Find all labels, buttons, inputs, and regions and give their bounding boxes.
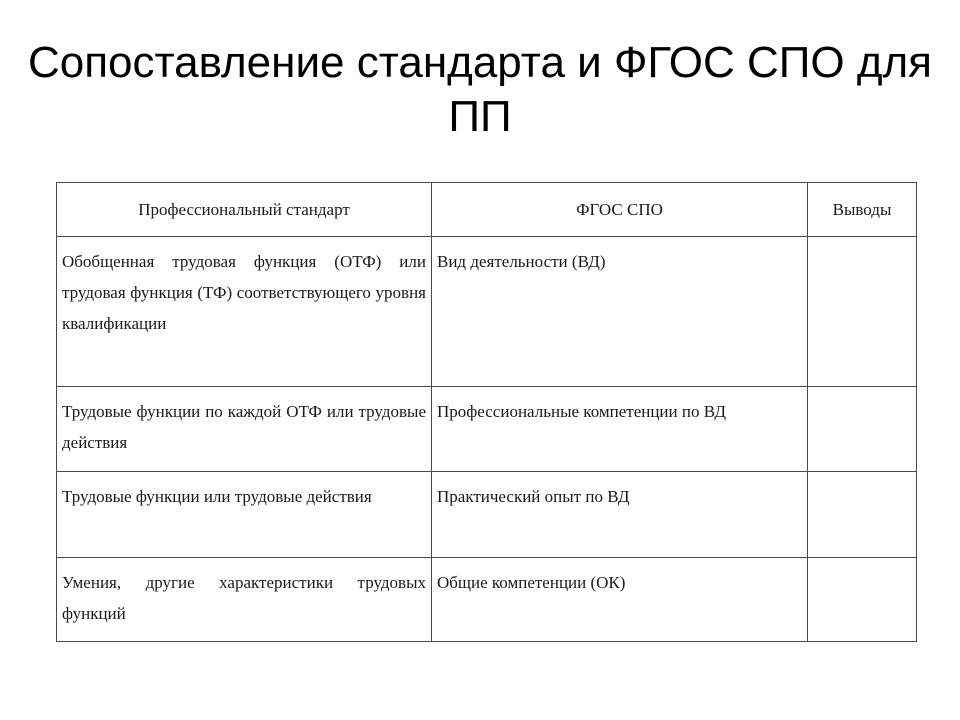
comparison-table [56, 182, 917, 642]
cell-standard: Обобщенная трудовая функция (ОТФ) или трудовая функция (ТФ) соответствующего уровня квалификации [57, 237, 432, 387]
table-row [57, 237, 917, 387]
cell-standard: Умения, другие характеристики трудовых функций [57, 558, 432, 642]
cell-conclusion [808, 558, 917, 642]
cell-conclusion [808, 472, 917, 558]
cell-standard: Трудовые функции по каждой ОТФ или трудовые действия [57, 387, 432, 472]
table-row [57, 387, 917, 472]
slide-title-line-1: Сопоставление стандарта и ФГОС СПО для [27, 38, 933, 87]
cell-fgos: Практический опыт по ВД [432, 472, 808, 558]
table-row [57, 472, 917, 558]
cell-conclusion [808, 387, 917, 472]
cell-fgos: Профессиональные компетенции по ВД [432, 387, 808, 472]
table-row [57, 558, 917, 642]
header-professional-standard: Профессиональный стандарт [57, 183, 432, 237]
cell-conclusion [808, 237, 917, 387]
header-fgos-spo: ФГОС СПО [432, 183, 808, 237]
cell-fgos: Вид деятельности (ВД) [432, 237, 808, 387]
table-header-row [57, 183, 917, 237]
cell-standard: Трудовые функции или трудовые действия [57, 472, 432, 558]
header-conclusions: Выводы [808, 183, 917, 237]
slide-title [0, 36, 960, 144]
slide-title-line-2: ПП [448, 92, 512, 141]
cell-fgos: Общие компетенции (ОК) [432, 558, 808, 642]
